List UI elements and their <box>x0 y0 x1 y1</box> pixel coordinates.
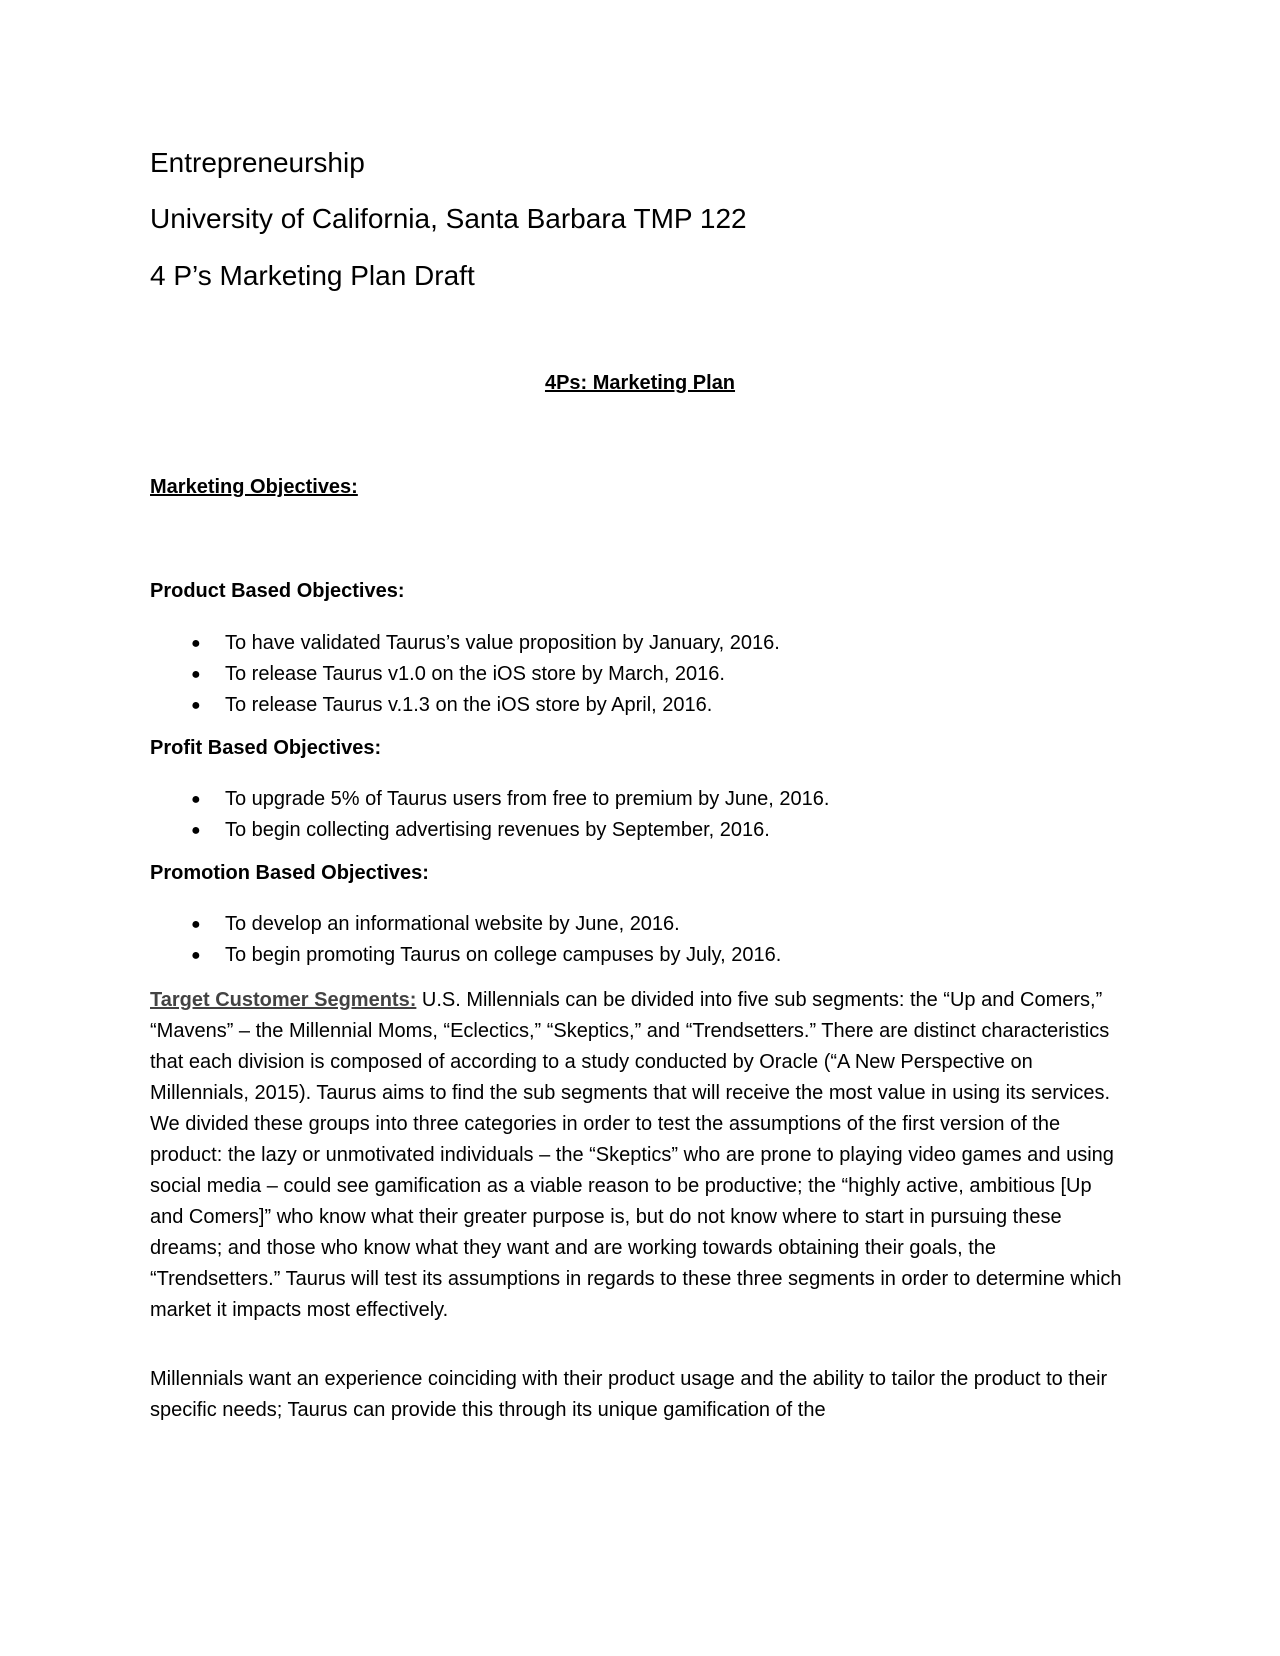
bullet-icon: ● <box>191 947 201 964</box>
marketing-objectives-heading: Marketing Objectives: <box>150 476 358 498</box>
list-item: ● To begin promoting Taurus on college campuses by July, 2016. <box>150 940 781 971</box>
list-item: ● To release Taurus v.1.3 on the iOS store by April, 2016. <box>150 690 780 721</box>
list-item: ● To begin collecting advertising revenues by September, 2016. <box>150 815 829 846</box>
bullet-icon: ● <box>191 697 201 714</box>
profit-objectives-heading: Profit Based Objectives: <box>150 737 382 759</box>
document-subtitle: 4 P’s Marketing Plan Draft <box>150 260 475 291</box>
course-name: Entrepreneurship <box>150 147 365 178</box>
target-segments-paragraph <box>150 985 1130 1326</box>
list-item: ● To release Taurus v1.0 on the iOS store by March, 2016. <box>150 659 780 690</box>
target-segments-label: Target Customer Segments: <box>150 989 417 1011</box>
promotion-objectives-heading: Promotion Based Objectives: <box>150 862 429 884</box>
product-objectives-heading: Product Based Objectives: <box>150 580 405 602</box>
bullet-icon: ● <box>191 822 201 839</box>
bullet-icon: ● <box>191 635 201 652</box>
bullet-icon: ● <box>191 666 201 683</box>
bullet-icon: ● <box>191 916 201 933</box>
list-item: ● To develop an informational website by June, 2016. <box>150 909 781 940</box>
university-line: University of California, Santa Barbara TMP 122 <box>150 203 747 234</box>
list-item: ● To have validated Taurus’s value proposition by January, 2016. <box>150 628 780 659</box>
closing-paragraph: Millennials want an experience coinciding with their product usage and the ability to tailor the product to their specific needs; Taurus can provide this through its unique gamification of the <box>150 1368 1108 1421</box>
list-item: ● To upgrade 5% of Taurus users from free to premium by June, 2016. <box>150 784 829 815</box>
bullet-icon: ● <box>191 791 201 808</box>
page-title: 4Ps: Marketing Plan <box>544 372 736 394</box>
product-objectives-list <box>150 628 780 721</box>
profit-objectives-list <box>150 784 829 846</box>
target-segments-text: U.S. Millennials can be divided into five sub segments: the “Up and Comers,” “Mavens” – the Millennial Moms, “Eclectics,” “Skeptics,” and “Trendsetters.” There are distinct characteristics that each division is composed of according to a study conducted by Oracle (“A New Perspective on Millennials, 2015). Taurus aims to find the sub segments that will receive the most value in using its services. We divided these groups into three categories in order to test the assumptions of the first version of the product: the lazy or unmotivated individuals – the “Skeptics” who are prone to playing video games and using social media – could see gamification as a viable reason to be productive; the “highly active, ambitious [Up and Comers]” who know what their greater purpose is, but do not know where to start in pursuing these dreams; and those who know what they want and are working towards obtaining their goals, the “Trendsetters.” Taurus will test its assumptions in regards to these three segments in order to determine which market it impacts most effectively. <box>150 989 1122 1321</box>
promotion-objectives-list <box>150 909 781 971</box>
